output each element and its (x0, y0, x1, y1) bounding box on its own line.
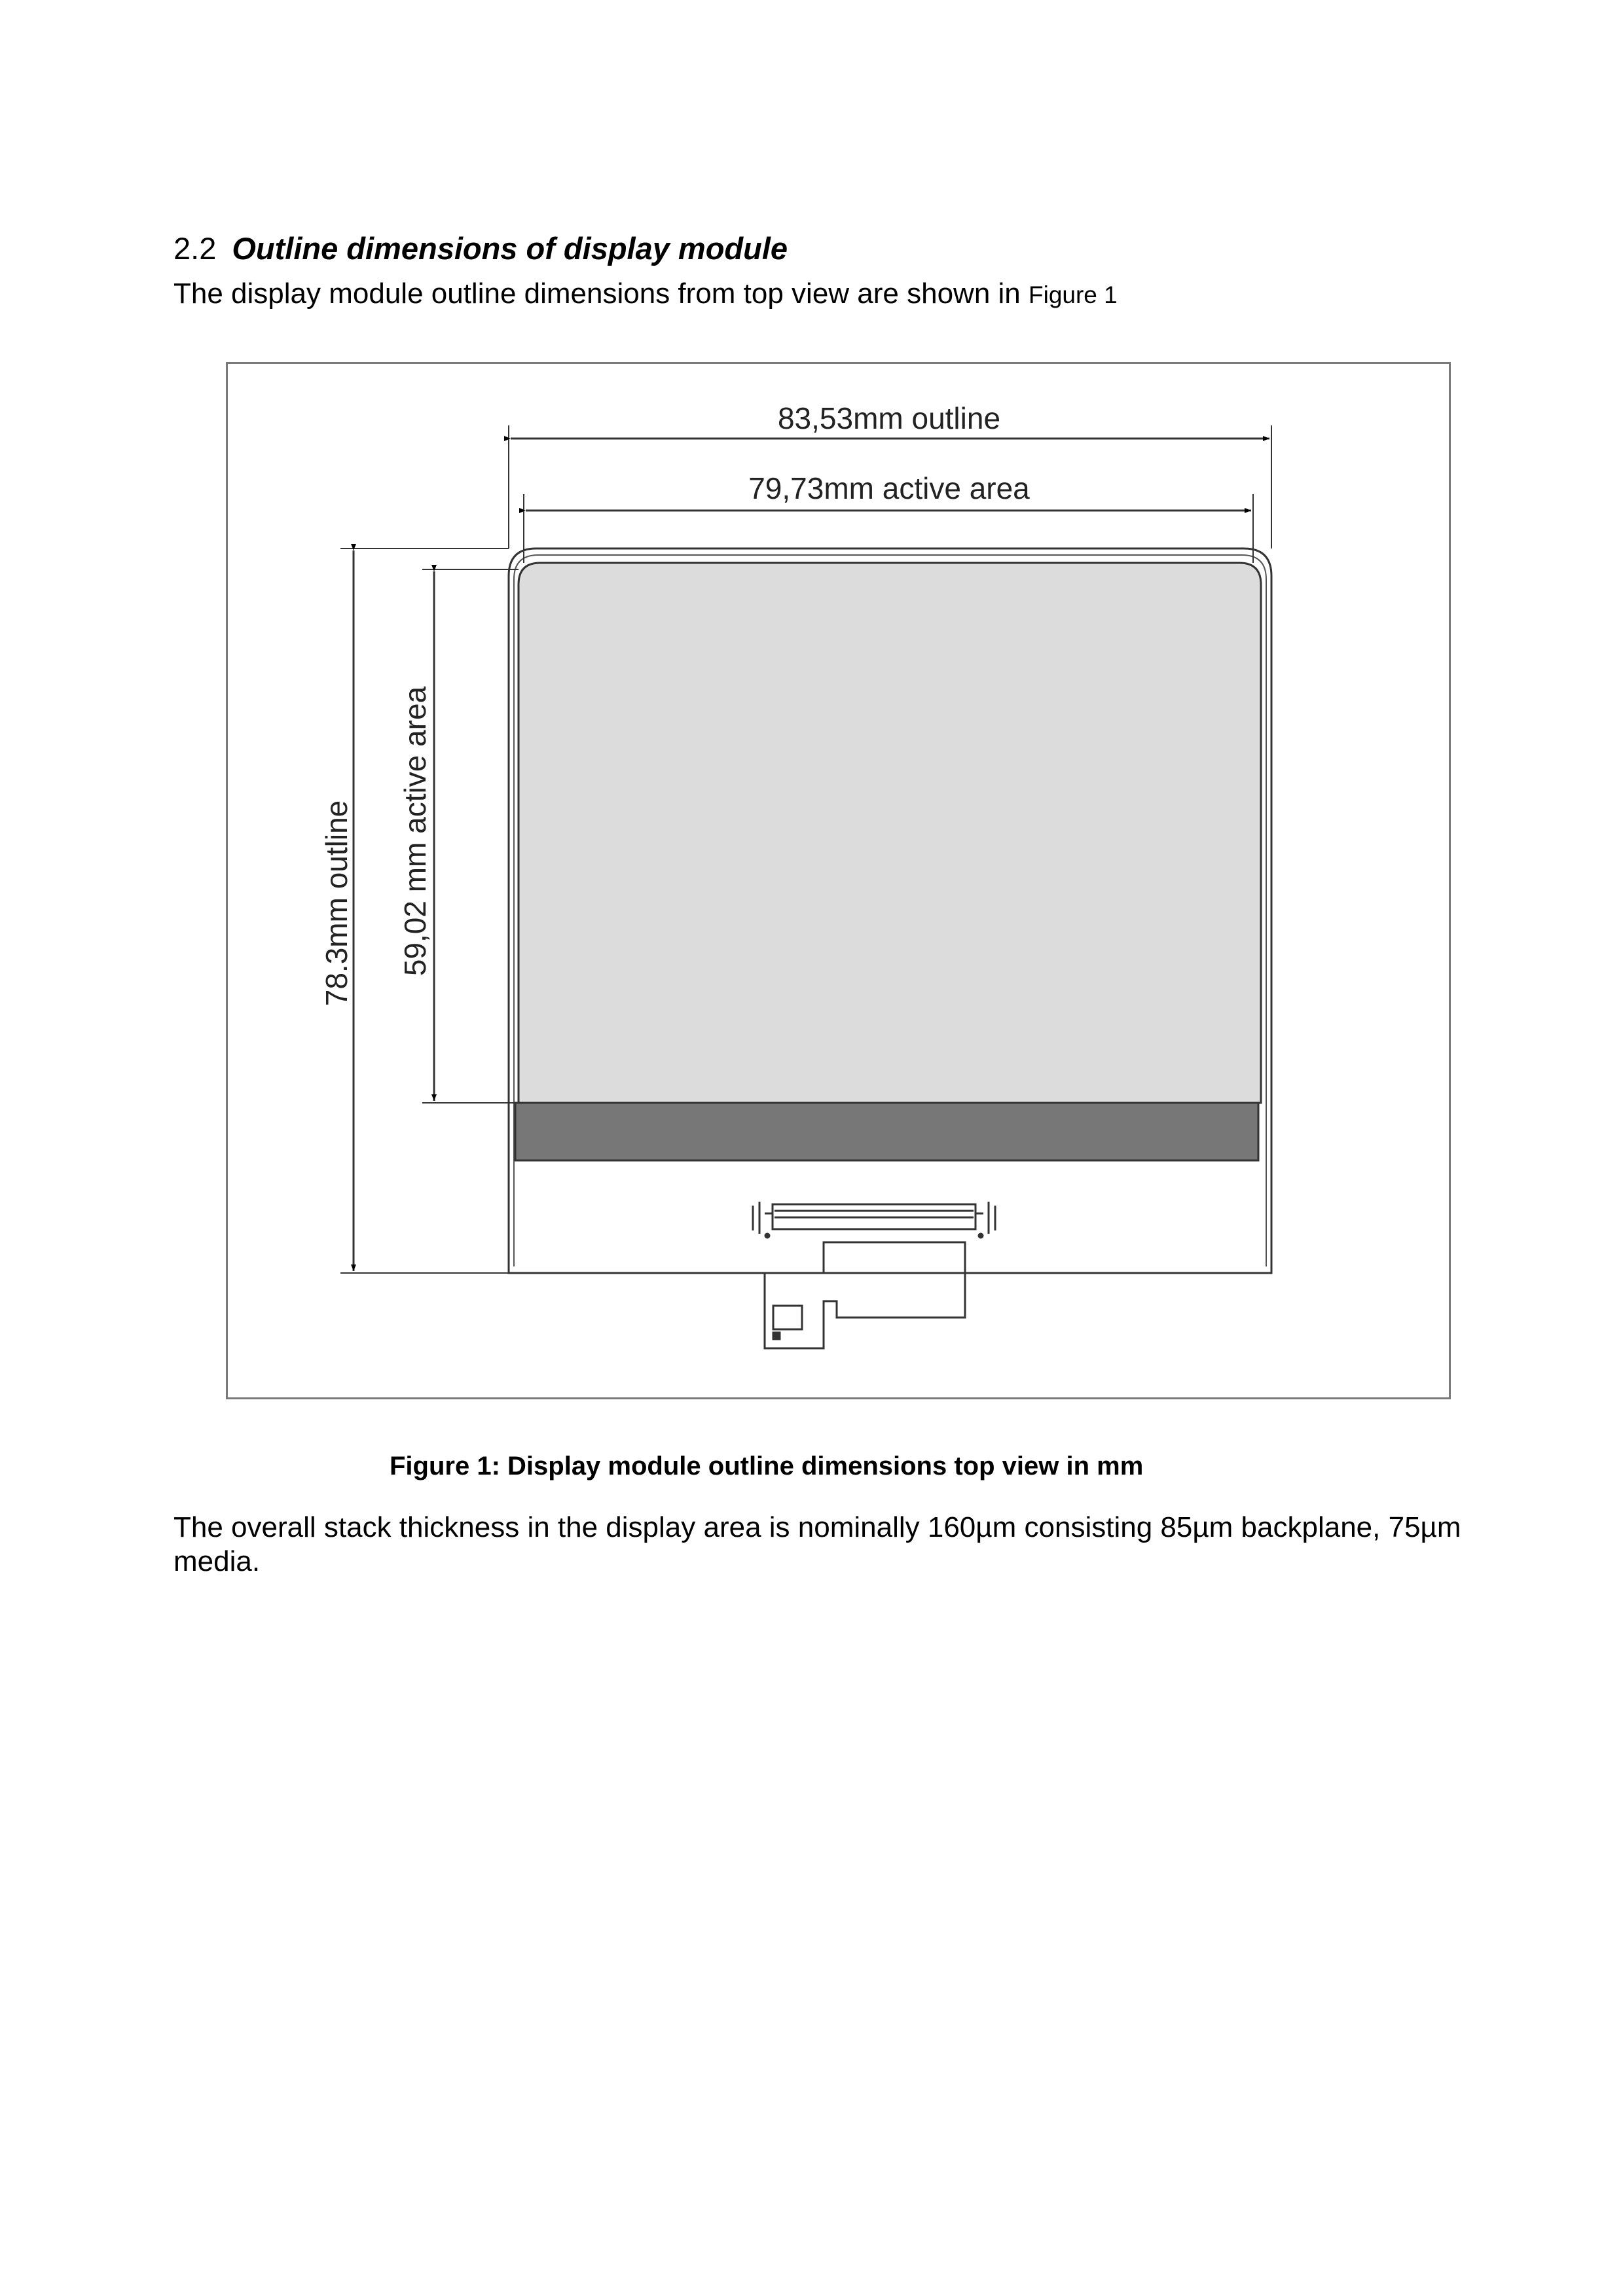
connector (753, 1202, 995, 1238)
section-title: Outline dimensions of display module (232, 231, 788, 266)
width-outline-label: 83,53mm outline (777, 401, 1001, 435)
width-active-label: 79,73mm active area (748, 471, 1030, 505)
height-active-label: 59,02 mm active area (398, 686, 432, 977)
height-outline-label: 78.3mm outline (319, 800, 354, 1007)
intro-text: The display module outline dimensions from top view are shown in (173, 278, 1029, 310)
driver-strip (515, 1103, 1258, 1160)
body-paragraph: The overall stack thickness in the display area is nominally 160µm consisting 85µm backplane, 75µm media. (173, 1511, 1461, 1577)
figure-caption: Figure 1: Display module outline dimensions top view in mm (390, 1452, 1144, 1480)
section-number: 2.2 (173, 231, 217, 266)
active-area (519, 563, 1261, 1103)
flex-tail (765, 1242, 965, 1348)
figure-reference: Figure 1 (1029, 281, 1118, 308)
